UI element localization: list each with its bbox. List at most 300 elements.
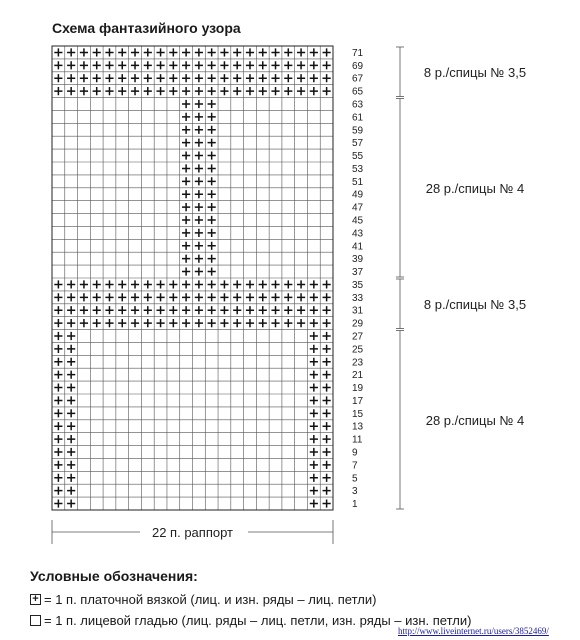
plus-stitch-icon xyxy=(93,74,101,82)
plus-stitch-icon xyxy=(54,461,62,469)
plus-stitch-icon xyxy=(323,332,331,340)
width-label: 22 п. раппорт xyxy=(151,525,234,540)
plus-stitch-icon xyxy=(169,74,177,82)
plus-stitch-icon xyxy=(220,319,228,327)
plus-stitch-icon xyxy=(323,306,331,314)
plus-stitch-icon xyxy=(156,87,164,95)
plus-stitch-icon xyxy=(310,396,318,404)
plus-stitch-icon xyxy=(182,306,190,314)
plus-stitch-icon xyxy=(284,74,292,82)
plus-stitch-icon xyxy=(182,100,190,108)
row-number-label: 21 xyxy=(352,370,364,382)
plus-stitch-icon xyxy=(182,267,190,275)
empty-square-icon xyxy=(30,615,41,626)
plus-stitch-icon xyxy=(67,396,75,404)
plus-stitch-icon xyxy=(233,48,241,56)
plus-stitch-icon xyxy=(259,306,267,314)
plus-stitch-icon xyxy=(80,48,88,56)
plus-stitch-icon xyxy=(105,74,113,82)
plus-stitch-icon xyxy=(297,280,305,288)
plus-stitch-icon xyxy=(310,319,318,327)
plus-stitch-icon xyxy=(297,61,305,69)
plus-stitch-icon xyxy=(284,61,292,69)
row-number-label: 15 xyxy=(352,408,364,420)
plus-stitch-icon xyxy=(131,87,139,95)
plus-stitch-icon xyxy=(182,87,190,95)
plus-stitch-icon xyxy=(323,358,331,366)
plus-stitch-icon xyxy=(67,74,75,82)
row-number-label: 51 xyxy=(352,176,364,188)
plus-stitch-icon xyxy=(105,306,113,314)
plus-stitch-icon xyxy=(195,190,203,198)
plus-stitch-icon xyxy=(208,48,216,56)
plus-stitch-icon xyxy=(323,371,331,379)
row-number-label: 23 xyxy=(352,357,364,369)
row-number-label: 37 xyxy=(352,267,364,279)
plus-stitch-icon xyxy=(323,409,331,417)
plus-stitch-icon xyxy=(67,499,75,507)
plus-stitch-icon xyxy=(259,74,267,82)
plus-stitch-icon xyxy=(323,280,331,288)
plus-stitch-icon xyxy=(284,87,292,95)
plus-stitch-icon xyxy=(67,358,75,366)
plus-stitch-icon xyxy=(297,87,305,95)
row-number-label: 5 xyxy=(352,473,358,485)
watermark-link[interactable]: http://www.liveinternet.ru/users/3852469/ xyxy=(398,626,549,636)
plus-stitch-icon xyxy=(246,319,254,327)
plus-stitch-icon xyxy=(271,87,279,95)
plus-stitch-icon xyxy=(169,61,177,69)
plus-stitch-icon xyxy=(54,332,62,340)
plus-stitch-icon xyxy=(54,280,62,288)
row-number-label: 65 xyxy=(352,86,364,98)
plus-stitch-icon xyxy=(195,113,203,121)
plus-stitch-icon xyxy=(118,61,126,69)
plus-stitch-icon xyxy=(169,87,177,95)
plus-stitch-icon xyxy=(297,293,305,301)
plus-stitch-icon xyxy=(208,255,216,263)
plus-stitch-icon xyxy=(297,74,305,82)
plus-stitch-icon xyxy=(246,293,254,301)
row-number-label: 19 xyxy=(352,383,364,395)
row-number-label: 57 xyxy=(352,138,364,150)
plus-stitch-icon xyxy=(195,164,203,172)
plus-stitch-icon xyxy=(195,74,203,82)
plus-stitch-icon xyxy=(195,48,203,56)
plus-stitch-icon xyxy=(323,383,331,391)
plus-stitch-icon xyxy=(220,306,228,314)
row-number-label: 11 xyxy=(352,434,363,446)
plus-stitch-icon xyxy=(118,87,126,95)
plus-stitch-icon xyxy=(208,61,216,69)
plus-stitch-icon xyxy=(80,74,88,82)
plus-stitch-icon xyxy=(246,280,254,288)
plus-stitch-icon xyxy=(67,474,75,482)
plus-stitch-icon xyxy=(297,306,305,314)
plus-stitch-icon xyxy=(233,87,241,95)
plus-stitch-icon xyxy=(323,293,331,301)
plus-stitch-icon xyxy=(54,499,62,507)
plus-stitch-icon xyxy=(323,474,331,482)
plus-stitch-icon xyxy=(284,280,292,288)
row-number-label: 13 xyxy=(352,421,364,433)
plus-stitch-icon xyxy=(156,48,164,56)
plus-symbol-icon: + xyxy=(30,594,41,605)
plus-stitch-icon xyxy=(93,319,101,327)
plus-stitch-icon xyxy=(54,383,62,391)
plus-stitch-icon xyxy=(310,383,318,391)
plus-stitch-icon xyxy=(259,319,267,327)
row-number-label: 33 xyxy=(352,292,364,304)
plus-stitch-icon xyxy=(105,48,113,56)
row-number-label: 39 xyxy=(352,254,364,266)
plus-stitch-icon xyxy=(208,190,216,198)
plus-stitch-icon xyxy=(246,48,254,56)
plus-stitch-icon xyxy=(93,61,101,69)
plus-stitch-icon xyxy=(156,280,164,288)
plus-stitch-icon xyxy=(246,61,254,69)
plus-stitch-icon xyxy=(208,306,216,314)
plus-stitch-icon xyxy=(105,61,113,69)
plus-stitch-icon xyxy=(131,306,139,314)
row-number-label: 3 xyxy=(352,486,358,498)
plus-stitch-icon xyxy=(182,216,190,224)
plus-stitch-icon xyxy=(93,280,101,288)
row-number-label: 25 xyxy=(352,344,364,356)
plus-stitch-icon xyxy=(271,74,279,82)
plus-stitch-icon xyxy=(310,48,318,56)
row-number-label: 27 xyxy=(352,331,364,343)
plus-stitch-icon xyxy=(169,280,177,288)
plus-stitch-icon xyxy=(182,74,190,82)
plus-stitch-icon xyxy=(195,100,203,108)
plus-stitch-icon xyxy=(80,61,88,69)
plus-stitch-icon xyxy=(208,87,216,95)
plus-stitch-icon xyxy=(246,87,254,95)
row-number-label: 59 xyxy=(352,125,364,137)
row-number-label: 1 xyxy=(352,499,358,511)
plus-stitch-icon xyxy=(182,203,190,211)
plus-stitch-icon xyxy=(195,177,203,185)
plus-stitch-icon xyxy=(144,74,152,82)
plus-stitch-icon xyxy=(323,461,331,469)
row-number-label: 49 xyxy=(352,189,364,201)
plus-stitch-icon xyxy=(195,87,203,95)
plus-stitch-icon xyxy=(169,48,177,56)
plus-stitch-icon xyxy=(131,319,139,327)
plus-stitch-icon xyxy=(220,74,228,82)
plus-stitch-icon xyxy=(118,280,126,288)
plus-stitch-icon xyxy=(208,74,216,82)
row-number-label: 71 xyxy=(352,47,364,59)
plus-stitch-icon xyxy=(310,448,318,456)
plus-stitch-icon xyxy=(67,280,75,288)
plus-stitch-icon xyxy=(208,100,216,108)
plus-stitch-icon xyxy=(80,280,88,288)
plus-stitch-icon xyxy=(259,48,267,56)
plus-stitch-icon xyxy=(93,87,101,95)
plus-stitch-icon xyxy=(144,87,152,95)
plus-stitch-icon xyxy=(144,280,152,288)
plus-stitch-icon xyxy=(220,87,228,95)
plus-stitch-icon xyxy=(54,409,62,417)
chart-title: Схема фантазийного узора xyxy=(52,20,241,36)
plus-stitch-icon xyxy=(208,267,216,275)
plus-stitch-icon xyxy=(310,280,318,288)
plus-stitch-icon xyxy=(54,358,62,366)
plus-stitch-icon xyxy=(131,48,139,56)
plus-stitch-icon xyxy=(271,306,279,314)
plus-stitch-icon xyxy=(323,319,331,327)
plus-stitch-icon xyxy=(310,293,318,301)
plus-stitch-icon xyxy=(144,48,152,56)
legend-title: Условные обозначения: xyxy=(30,568,198,584)
plus-stitch-icon xyxy=(208,242,216,250)
plus-stitch-icon xyxy=(118,293,126,301)
row-number-label: 69 xyxy=(352,60,364,72)
plus-stitch-icon xyxy=(54,306,62,314)
plus-stitch-icon xyxy=(93,48,101,56)
plus-stitch-icon xyxy=(233,293,241,301)
plus-stitch-icon xyxy=(284,306,292,314)
plus-stitch-icon xyxy=(118,306,126,314)
plus-stitch-icon xyxy=(67,319,75,327)
plus-stitch-icon xyxy=(310,306,318,314)
plus-stitch-icon xyxy=(131,280,139,288)
plus-stitch-icon xyxy=(67,61,75,69)
plus-stitch-icon xyxy=(54,319,62,327)
plus-stitch-icon xyxy=(67,48,75,56)
plus-stitch-icon xyxy=(195,255,203,263)
plus-stitch-icon xyxy=(208,139,216,147)
plus-stitch-icon xyxy=(131,74,139,82)
row-number-label: 45 xyxy=(352,215,364,227)
plus-stitch-icon xyxy=(323,61,331,69)
plus-stitch-icon xyxy=(67,448,75,456)
plus-stitch-icon xyxy=(80,293,88,301)
plus-stitch-icon xyxy=(310,371,318,379)
plus-stitch-icon xyxy=(182,255,190,263)
plus-stitch-icon xyxy=(54,74,62,82)
plus-stitch-icon xyxy=(105,293,113,301)
plus-stitch-icon xyxy=(259,280,267,288)
plus-stitch-icon xyxy=(310,461,318,469)
plus-stitch-icon xyxy=(93,306,101,314)
plus-stitch-icon xyxy=(323,422,331,430)
plus-stitch-icon xyxy=(54,435,62,443)
plus-stitch-icon xyxy=(54,48,62,56)
plus-stitch-icon xyxy=(182,126,190,134)
row-number-label: 43 xyxy=(352,228,364,240)
plus-stitch-icon xyxy=(144,319,152,327)
plus-stitch-icon xyxy=(105,319,113,327)
plus-stitch-icon xyxy=(233,74,241,82)
plus-stitch-icon xyxy=(271,61,279,69)
plus-stitch-icon xyxy=(208,319,216,327)
plus-stitch-icon xyxy=(195,61,203,69)
plus-stitch-icon xyxy=(195,319,203,327)
plus-stitch-icon xyxy=(208,216,216,224)
plus-stitch-icon xyxy=(156,74,164,82)
plus-stitch-icon xyxy=(182,48,190,56)
plus-stitch-icon xyxy=(220,293,228,301)
plus-stitch-icon xyxy=(310,487,318,495)
plus-stitch-icon xyxy=(195,203,203,211)
plus-stitch-icon xyxy=(323,87,331,95)
plus-stitch-icon xyxy=(131,61,139,69)
plus-stitch-icon xyxy=(297,319,305,327)
row-number-label: 41 xyxy=(352,241,364,253)
plus-stitch-icon xyxy=(54,448,62,456)
plus-stitch-icon xyxy=(310,435,318,443)
plus-stitch-icon xyxy=(259,87,267,95)
plus-stitch-icon xyxy=(182,229,190,237)
plus-stitch-icon xyxy=(93,293,101,301)
plus-stitch-icon xyxy=(67,383,75,391)
plus-stitch-icon xyxy=(208,177,216,185)
plus-stitch-icon xyxy=(233,319,241,327)
plus-stitch-icon xyxy=(208,229,216,237)
plus-stitch-icon xyxy=(54,487,62,495)
plus-stitch-icon xyxy=(246,306,254,314)
plus-stitch-icon xyxy=(67,409,75,417)
section-label: 28 р./спицы № 4 xyxy=(425,180,525,196)
plus-stitch-icon xyxy=(156,293,164,301)
plus-stitch-icon xyxy=(310,87,318,95)
plus-stitch-icon xyxy=(67,435,75,443)
plus-stitch-icon xyxy=(310,499,318,507)
plus-stitch-icon xyxy=(323,345,331,353)
plus-stitch-icon xyxy=(208,126,216,134)
plus-stitch-icon xyxy=(182,177,190,185)
plus-stitch-icon xyxy=(169,319,177,327)
legend-text-garter: = 1 п. платочной вязкой (лиц. и изн. ряды – лиц. петли) xyxy=(44,592,377,607)
plus-stitch-icon xyxy=(195,229,203,237)
legend-item-garter xyxy=(30,592,376,607)
plus-stitch-icon xyxy=(67,332,75,340)
plus-stitch-icon xyxy=(195,293,203,301)
plus-stitch-icon xyxy=(118,319,126,327)
row-number-label: 9 xyxy=(352,447,358,459)
plus-stitch-icon xyxy=(208,293,216,301)
plus-stitch-icon xyxy=(54,474,62,482)
plus-stitch-icon xyxy=(195,242,203,250)
plus-stitch-icon xyxy=(182,293,190,301)
plus-stitch-icon xyxy=(220,48,228,56)
row-number-label: 61 xyxy=(352,112,364,124)
plus-stitch-icon xyxy=(195,280,203,288)
row-number-label: 29 xyxy=(352,318,364,330)
plus-stitch-icon xyxy=(54,61,62,69)
row-number-label: 67 xyxy=(352,73,364,85)
row-number-label: 7 xyxy=(352,460,358,472)
plus-stitch-icon xyxy=(182,190,190,198)
plus-stitch-icon xyxy=(54,87,62,95)
plus-stitch-icon xyxy=(54,396,62,404)
section-label: 8 р./спицы № 3,5 xyxy=(423,64,527,80)
plus-stitch-icon xyxy=(284,319,292,327)
plus-stitch-icon xyxy=(271,319,279,327)
plus-stitch-icon xyxy=(195,306,203,314)
section-label: 28 р./спицы № 4 xyxy=(425,412,525,428)
plus-stitch-icon xyxy=(310,358,318,366)
plus-stitch-icon xyxy=(208,280,216,288)
plus-stitch-icon xyxy=(182,242,190,250)
plus-stitch-icon xyxy=(208,151,216,159)
plus-stitch-icon xyxy=(67,306,75,314)
plus-stitch-icon xyxy=(233,61,241,69)
plus-stitch-icon xyxy=(297,48,305,56)
row-number-label: 53 xyxy=(352,163,364,175)
plus-stitch-icon xyxy=(271,280,279,288)
plus-stitch-icon xyxy=(182,164,190,172)
plus-stitch-icon xyxy=(169,293,177,301)
plus-stitch-icon xyxy=(105,87,113,95)
plus-stitch-icon xyxy=(233,280,241,288)
plus-stitch-icon xyxy=(310,61,318,69)
plus-stitch-icon xyxy=(67,487,75,495)
plus-stitch-icon xyxy=(259,293,267,301)
plus-stitch-icon xyxy=(195,267,203,275)
plus-stitch-icon xyxy=(156,319,164,327)
plus-stitch-icon xyxy=(310,409,318,417)
plus-stitch-icon xyxy=(54,293,62,301)
plus-stitch-icon xyxy=(208,113,216,121)
plus-stitch-icon xyxy=(67,87,75,95)
plus-stitch-icon xyxy=(182,319,190,327)
plus-stitch-icon xyxy=(182,139,190,147)
plus-stitch-icon xyxy=(54,371,62,379)
plus-stitch-icon xyxy=(208,203,216,211)
plus-stitch-icon xyxy=(323,487,331,495)
plus-stitch-icon xyxy=(118,74,126,82)
plus-stitch-icon xyxy=(323,48,331,56)
row-number-label: 31 xyxy=(352,305,364,317)
plus-stitch-icon xyxy=(144,306,152,314)
plus-stitch-icon xyxy=(323,448,331,456)
plus-stitch-icon xyxy=(284,293,292,301)
plus-stitch-icon xyxy=(233,306,241,314)
plus-stitch-icon xyxy=(271,48,279,56)
plus-stitch-icon xyxy=(182,61,190,69)
plus-stitch-icon xyxy=(131,293,139,301)
plus-stitch-icon xyxy=(323,396,331,404)
plus-stitch-icon xyxy=(67,422,75,430)
row-number-label: 55 xyxy=(352,151,364,163)
plus-stitch-icon xyxy=(195,151,203,159)
row-number-label: 35 xyxy=(352,279,364,291)
plus-stitch-icon xyxy=(54,345,62,353)
plus-stitch-icon xyxy=(182,113,190,121)
plus-stitch-icon xyxy=(67,293,75,301)
plus-stitch-icon xyxy=(67,371,75,379)
plus-stitch-icon xyxy=(220,61,228,69)
plus-stitch-icon xyxy=(156,306,164,314)
plus-stitch-icon xyxy=(118,48,126,56)
plus-stitch-icon xyxy=(195,126,203,134)
plus-stitch-icon xyxy=(105,280,113,288)
plus-stitch-icon xyxy=(67,345,75,353)
section-label: 8 р./спицы № 3,5 xyxy=(423,296,527,312)
plus-stitch-icon xyxy=(195,216,203,224)
plus-stitch-icon xyxy=(310,422,318,430)
plus-stitch-icon xyxy=(144,61,152,69)
plus-stitch-icon xyxy=(259,61,267,69)
plus-stitch-icon xyxy=(182,151,190,159)
plus-stitch-icon xyxy=(54,422,62,430)
plus-stitch-icon xyxy=(220,280,228,288)
row-number-label: 47 xyxy=(352,202,364,214)
